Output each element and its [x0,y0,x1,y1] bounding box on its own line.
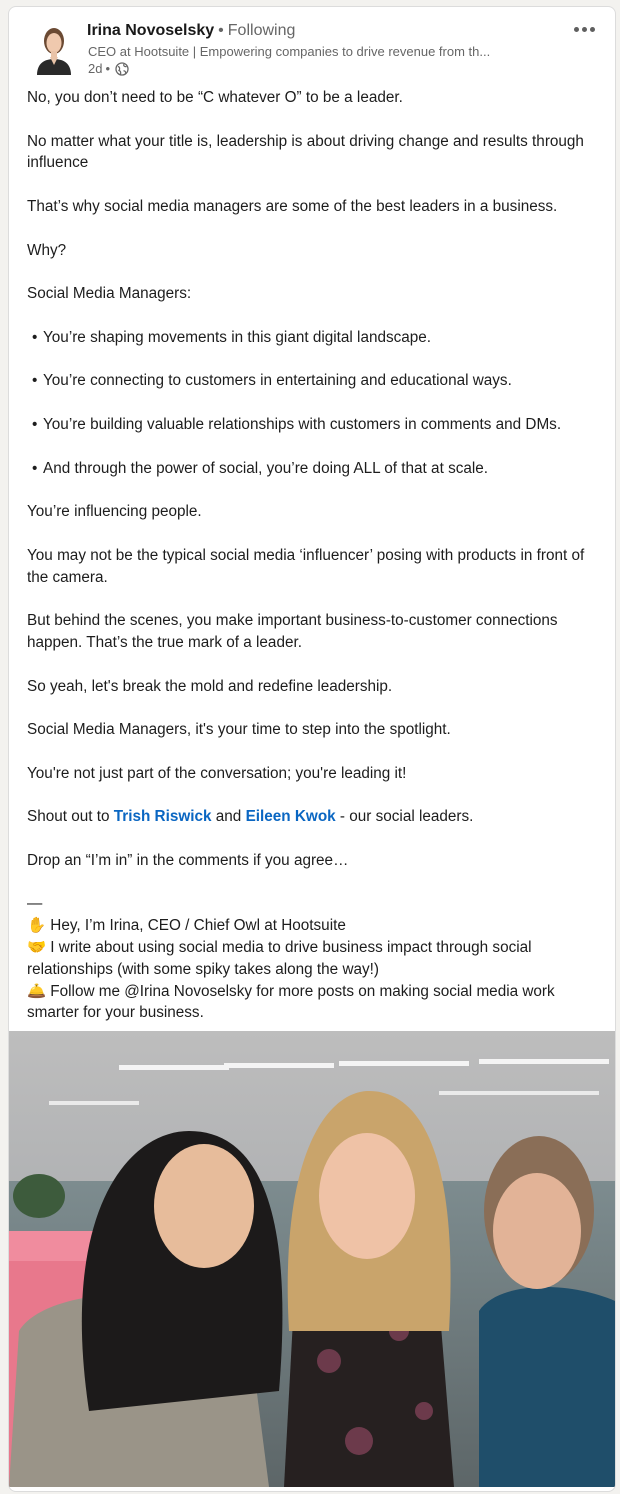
post-paragraph: Social Media Managers: [27,285,192,303]
signature-line: 🛎️ Follow me @Irina Novoselsky for more posts on making social media work smarter for your business. [27,982,555,1022]
post-header [9,7,615,89]
shoutout-suffix: - our social leaders. [339,808,474,826]
follow-status[interactable]: Following [227,22,296,39]
author-name[interactable]: Irina Novoselsky [87,22,215,39]
mention-link[interactable]: Eileen Kwok [245,808,336,826]
post-paragraph: That’s why social media managers are some of the best leaders in a business. [27,197,558,215]
globe-icon [115,62,129,76]
post-paragraph: Why? [27,241,67,259]
shoutout-and: and [215,808,242,826]
time-separator: • [105,61,111,76]
post-image[interactable] [9,1031,615,1487]
divider-dash: — [27,895,43,913]
more-dot-icon [582,27,587,32]
post-paragraph: No, you don’t need to be “C whatever O” to be a leader. [27,89,403,106]
post-body [27,87,597,1024]
bullet-list [27,327,597,480]
mention-link[interactable]: Trish Riswick [113,808,212,826]
post-meta [88,61,129,76]
post-paragraph: You may not be the typical social media ‘influencer’ posing with products in front of the camera. [27,546,585,586]
post-paragraph: No matter what your title is, leadership is about driving change and results through influence [27,132,584,172]
avatar[interactable] [31,19,77,75]
post-paragraph: But behind the scenes, you make important business-to-customer connections happen. That’s the true mark of a leader. [27,612,558,651]
bullet-item: • You’re connecting to customers in entertaining and educational ways. [27,370,597,392]
bullet-item: • You’re shaping movements in this giant digital landscape. [27,327,597,349]
signature-line: ✋ Hey, I’m Irina, CEO / Chief Owl at Hootsuite [27,917,346,935]
post-paragraph: You’re influencing people. [27,503,202,521]
more-dot-icon [590,27,595,32]
author-line [87,21,295,41]
separator-dot: • [218,22,224,39]
shoutout-prefix: Shout out to [27,808,110,826]
shoutout-paragraph [27,806,597,828]
more-options-button[interactable] [569,19,599,39]
post-card [8,6,616,1492]
bullet-item: • You’re building valuable relationships with customers in comments and DMs. [27,414,597,436]
signature-block [27,893,597,1024]
post-paragraph: So yeah, let's break the mold and redefine leadership. [27,677,393,695]
signature-line: 🤝 I write about using social media to drive business impact through social relationships (with some spiky takes along the way!) [27,939,532,978]
more-dot-icon [574,27,579,32]
post-time: 2d [88,61,103,76]
post-paragraph: You're not just part of the conversation; you're leading it! [27,764,407,782]
post-paragraph: Drop an “I’m in” in the comments if you agree… [27,851,349,869]
bullet-item: • And through the power of social, you’re doing ALL of that at scale. [27,458,597,480]
post-paragraph: Social Media Managers, it's your time to step into the spotlight. [27,721,451,739]
author-headline: CEO at Hootsuite | Empowering companies to drive revenue from th... [88,44,491,59]
